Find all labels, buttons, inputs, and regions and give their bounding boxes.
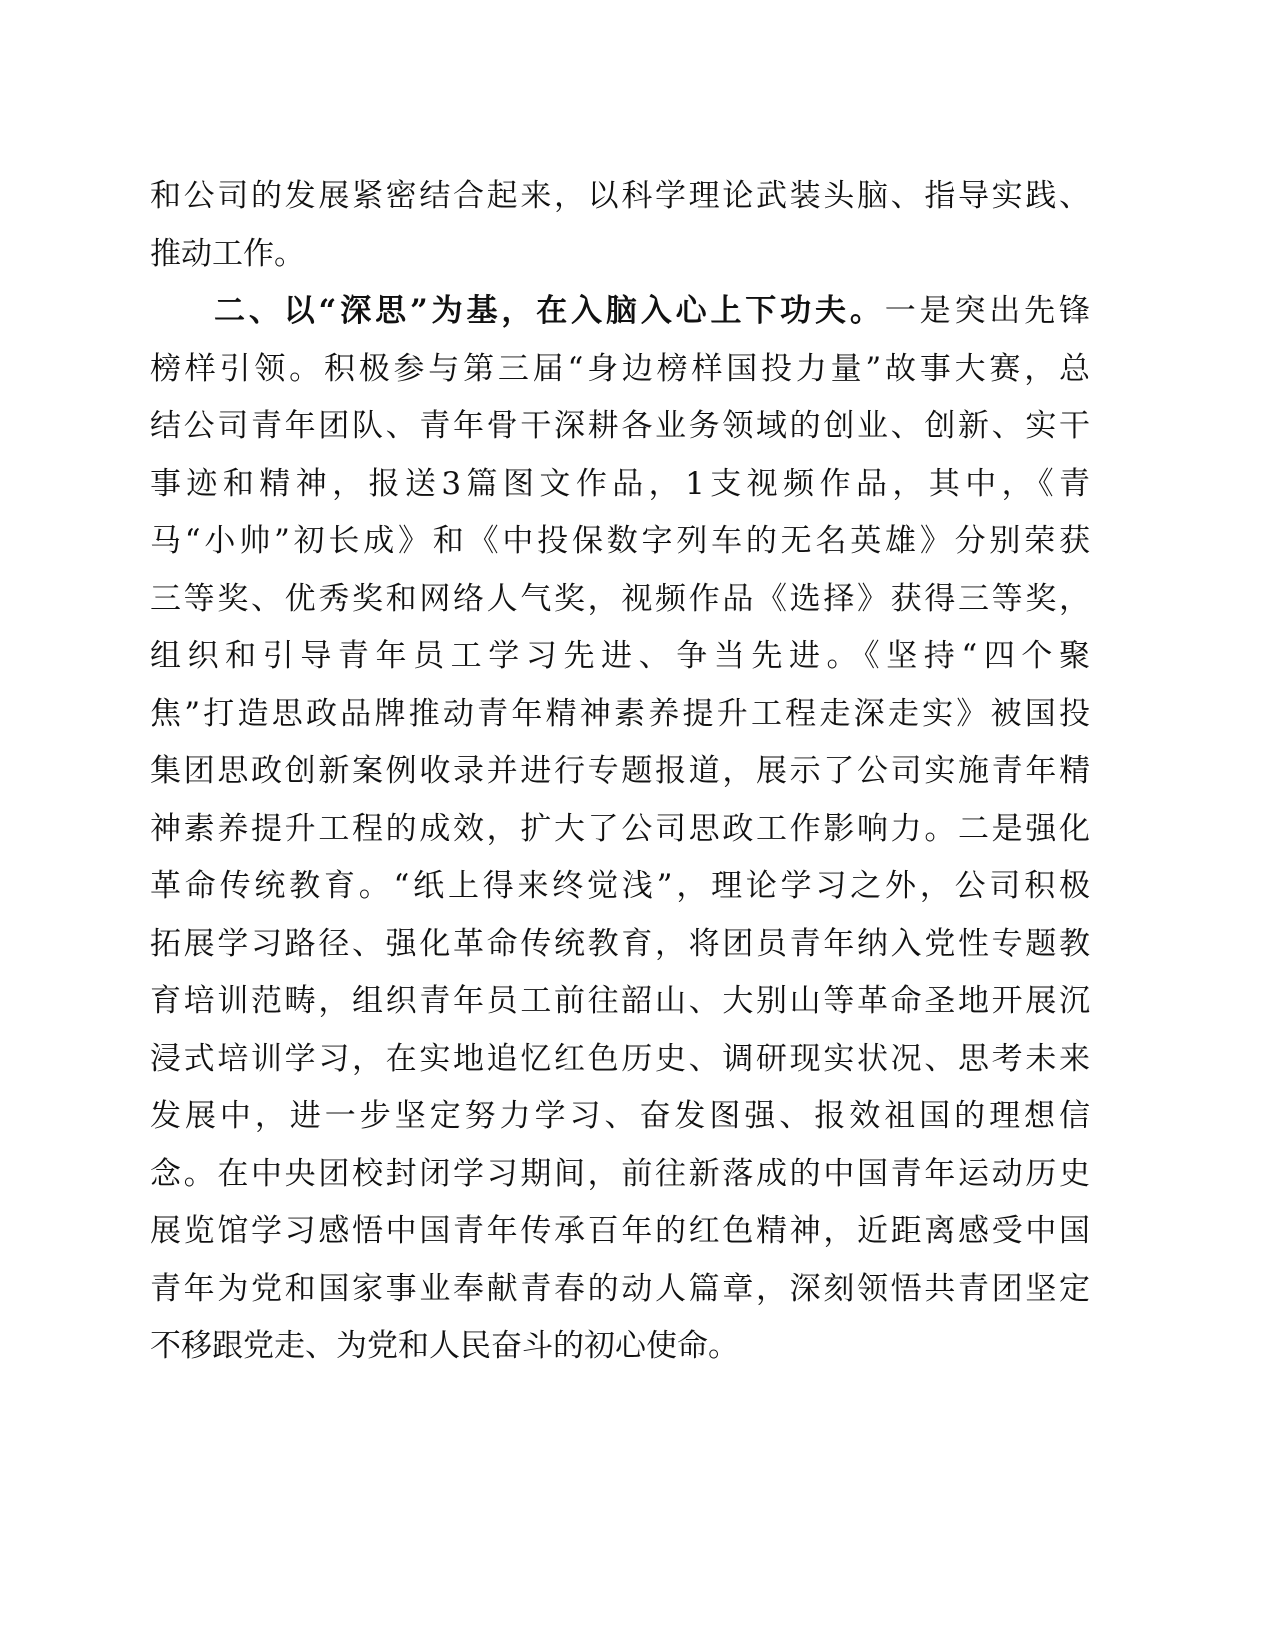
text-line: 集团思政创新案例收录并进行专题报道，展示了公司实施青年精 [150,753,1090,789]
text-run: 一是突出先锋 [884,293,1090,329]
text-line: 浸式培训学习，在实地追忆红色历史、调研现实状况、思考未来 [150,1040,1090,1077]
text-line: 拓展学习路径、强化革命传统教育，将团员青年纳入党性专题教 [150,925,1090,962]
text-line: 马“小帅”初长成》和《中投保数字列车的无名英雄》分别荣获 [150,523,1090,559]
text-line: 榜样引领。积极参与第三届“身边榜样国投力量”故事大赛，总 [150,350,1090,387]
text-line: 青年为党和国家事业奉献青春的动人篇章，深刻领悟共青团坚定 [150,1270,1090,1307]
text-line: 三等奖、优秀奖和网络人气奖，视频作品《选择》获得三等奖， [150,580,1090,617]
text-line: 结公司青年团队、青年骨干深耕各业务领域的创业、创新、实干 [150,408,1090,444]
text-line: 展览馆学习感悟中国青年传承百年的红色精神，近距离感受中国 [150,1213,1090,1249]
text-line: 不移跟党走、为党和人民奋斗的初心使命。 [150,1328,739,1364]
text-line: 念。在中央团校封闭学习期间，前往新落成的中国青年运动历史 [150,1155,1090,1192]
text-line: 和公司的发展紧密结合起来，以科学理论武装头脑、指导实践、 [150,178,1090,214]
text-line: 组织和引导青年员工学习先进、争当先进。《坚持“四个聚 [150,638,1090,674]
text-line: 育培训范畴，组织青年员工前往韶山、大别山等革命圣地开展沉 [150,983,1090,1019]
section-heading-line [150,283,1090,341]
section-heading: 二、以“深思”为基，在入脑入心上下功夫。 [214,293,885,329]
text-line: 推动工作。 [150,235,305,272]
text-line: 事迹和精神，报送3篇图文作品，1支视频作品，其中，《青 [150,465,1090,502]
text-line: 革命传统教育。“纸上得来终觉浅”，理论学习之外，公司积极 [150,868,1090,904]
body-text [150,168,1090,1376]
text-line: 神素养提升工程的成效，扩大了公司思政工作影响力。二是强化 [150,810,1090,847]
text-line: 焦”打造思政品牌推动青年精神素养提升工程走深走实》被国投 [150,695,1090,732]
text-line: 发展中，进一步坚定努力学习、奋发图强、报效祖国的理想信 [150,1098,1090,1134]
